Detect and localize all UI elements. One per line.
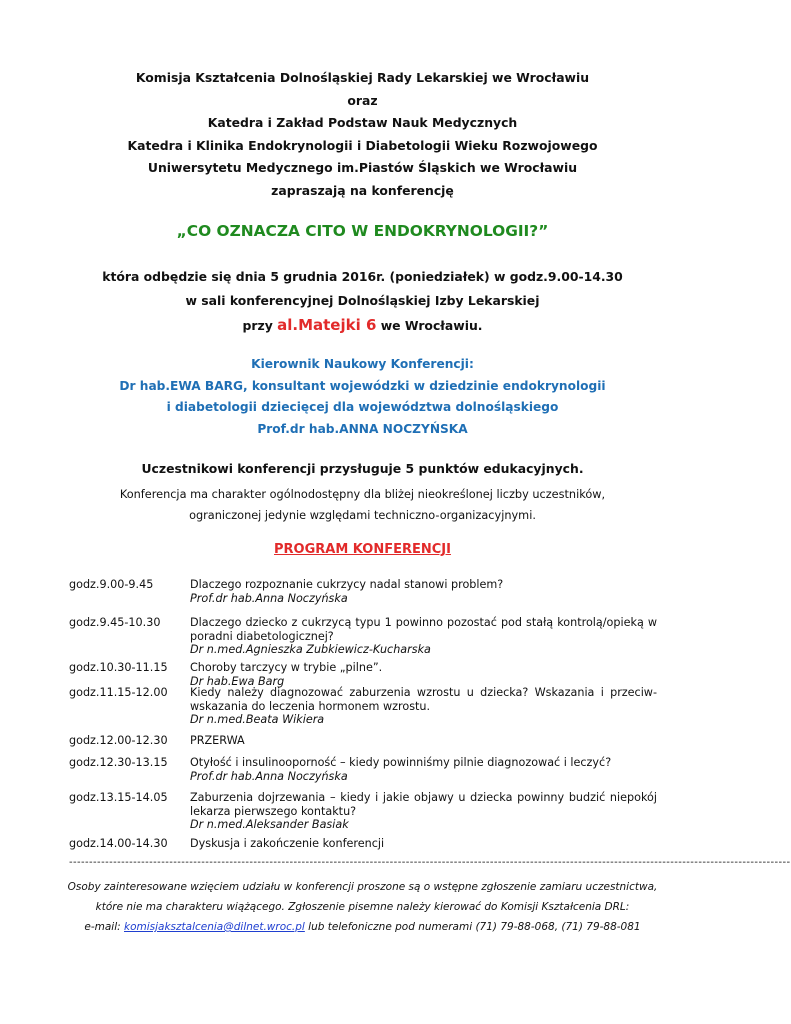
program-time: godz.9.45-10.30 [69,616,161,629]
conference-title: „CO OZNACZA CITO W ENDOKRYNOLOGII?” [176,222,549,240]
program-topic: Otyłość i insulinooporność – kiedy powinniśmy pilnie diagnozować i leczyć? [190,756,612,769]
program-speaker: Prof.dr hab.Anna Noczyńska [190,591,348,605]
program-time: godz.13.15-14.05 [69,791,168,804]
venue-line: w sali konferencyjnej Dolnośląskiej Izby Lekarskiej [185,293,540,308]
program-time: godz.9.00-9.45 [69,578,154,591]
program-row [69,661,659,686]
organizer-line: Komisja Kształcenia Dolnośląskiej Rady Lekarskiej we Wrocławiu [135,70,590,85]
organizer-line: oraz [347,92,378,108]
scientific-heading: Kierownik Naukowy Konferencji: [251,357,474,371]
footer-line: Osoby zainteresowane wzięciem udziału w konferencji proszone są o wstępne zgłoszenie zamiaru uczestnictwa, [67,881,658,893]
registration-footer [0,877,725,937]
conference-info [0,265,725,337]
phone-text: lub telefoniczne pod numerami (71) 79-88-068, (71) 79-88-081 [304,921,641,933]
program-speaker: Dr n.med.Agnieszka Zubkiewicz-Kucharska [190,643,431,656]
program-list [69,578,659,857]
email-link[interactable]: komisjaksztalcenia@dilnet.wroc.pl [124,921,305,933]
program-title: PROGRAM KONFERENCJI [274,542,451,557]
organizer-line: Katedra i Klinika Endokrynologii i Diabetologii Wieku Rozwojowego [127,137,598,153]
notice-line: Konferencja ma charakter ogólnodostępny dla bliżej nieokreślonej liczby uczestników, [119,488,606,501]
program-row [69,686,659,734]
organizer-line: Uniwersytetu Medycznego im.Piastów Śląskich we Wrocławiu [147,160,578,176]
program-time: godz.12.00-12.30 [69,734,168,747]
program-row [69,756,659,791]
program-topic: Dlaczego rozpoznanie cukrzycy nadal stanowi problem? [190,578,504,591]
program-time: godz.11.15-12.00 [69,686,168,699]
email-prefix: e-mail: [84,921,124,933]
address-prefix: przy [242,318,278,333]
program-topic: PRZERWA [190,734,245,747]
footer-line: które nie ma charakteru wiążącego. Zgłoszenie pisemne należy kierować do Komisji Kształcenia DRL: [95,901,630,913]
program-topic: Kiedy należy diagnozować zaburzenia wzrostu u dziecka? Wskazania i przeciw-wskazania do leczenia hormonem wzrostu. [190,686,657,713]
dashed-divider: ------------------------------------------------------------------------------------------------------------------------------------------------------------------------------------ [69,857,791,868]
address-highlight: al.Matejki 6 [277,316,377,334]
program-row [69,791,659,837]
invitation-line: zapraszają na konferencję [271,182,454,198]
notice-line: ograniczonej jedynie względami techniczno-organizacyjnymi. [189,509,536,522]
scientific-line: Dr hab.EWA BARG, konsultant wojewódzki w dziedzinie endokrynologii [119,378,606,393]
program-speaker: Dr hab.Ewa Barg [190,674,285,688]
address-line [0,313,725,337]
date-line: która odbędzie się dnia 5 grudnia 2016r. (poniedziałek) w godz.9.00-14.30 [102,269,623,284]
scientific-directors [0,354,725,440]
organizer-line: Katedra i Zakład Podstaw Nauk Medycznych [207,115,518,131]
organizers-header [0,67,725,203]
address-suffix: we Wrocławiu. [376,318,483,333]
program-row [69,734,659,756]
program-row [69,616,659,661]
program-topic: Choroby tarczycy w trybie „pilne”. [190,661,383,674]
program-row [69,837,659,857]
program-time: godz.14.00-14.30 [69,837,168,850]
program-speaker: Dr n.med.Aleksander Basiak [190,818,349,831]
program-topic: Zaburzenia dojrzewania – kiedy i jakie objawy u dziecka powinny budzić niepokój lekarza pierwszego kontaktu? [190,791,657,818]
program-time: godz.10.30-11.15 [69,661,168,674]
program-topic: Dyskusja i zakończenie konferencji [190,837,385,850]
points-statement: Uczestnikowi konferencji przysługuje 5 punktów edukacyjnych. [141,461,584,476]
program-topic: Dlaczego dziecko z cukrzycą typu 1 powinno pozostać pod stałą kontrolą/opieką w poradni diabetologicznej? [190,616,657,643]
scientific-line: Prof.dr hab.ANNA NOCZYŃSKA [257,421,468,436]
program-speaker: Prof.dr hab.Anna Noczyńska [190,769,348,783]
program-speaker: Dr n.med.Beata Wikiera [190,713,325,726]
access-notice [0,484,725,526]
footer-contact-line [0,917,725,937]
scientific-line: i diabetologii dziecięcej dla województwa dolnośląskiego [166,400,559,414]
program-row [69,578,659,616]
program-time: godz.12.30-13.15 [69,756,168,769]
